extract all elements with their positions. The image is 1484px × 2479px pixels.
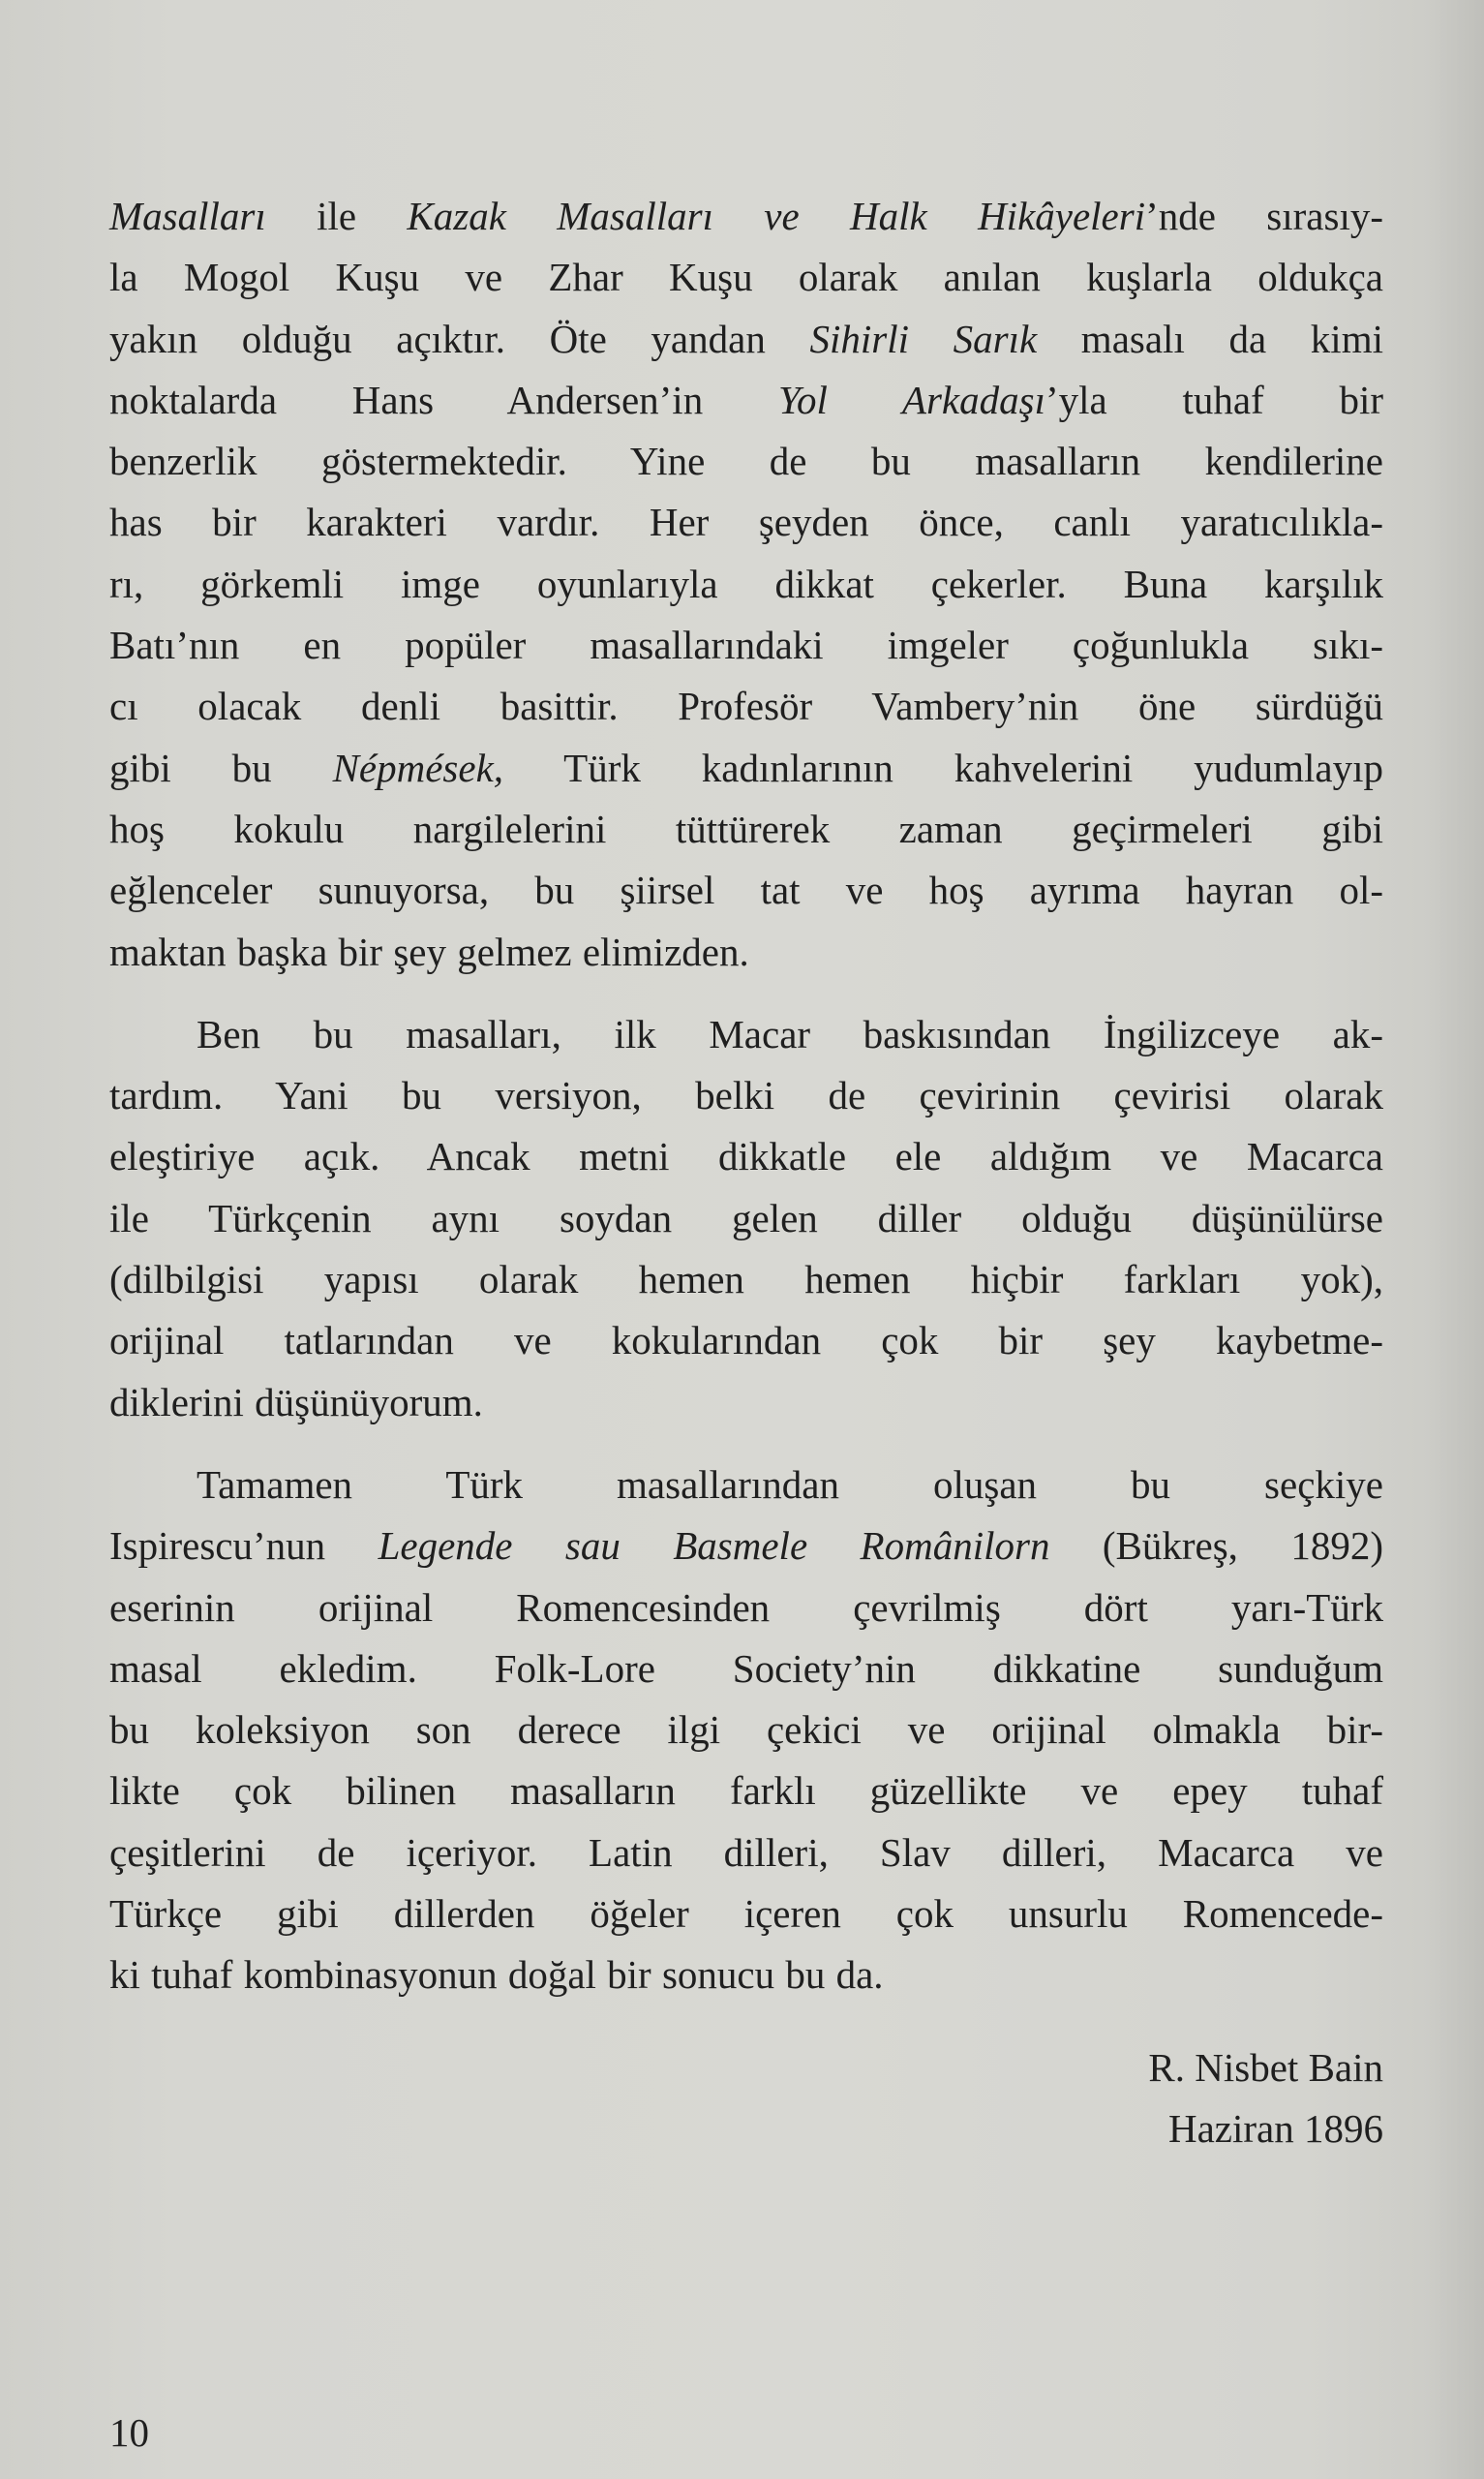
italic-title: Yol Arkadaşı xyxy=(777,377,1045,422)
text-line: Ben bu masalları, ilk Macar baskısından İngilizceye ak- xyxy=(197,1011,1383,1056)
text-line: has bir karakteri vardır. Her şeyden önce, canlı yaratıcılıkla- xyxy=(109,500,1383,545)
text-line: orijinal tatlarından ve kokularından çok bir şey kaybetme- xyxy=(109,1318,1383,1363)
text-line: yakın olduğu açıktır. Öte yandan Sihirli Sarık masalı da kimi xyxy=(109,316,1383,361)
text-line: tardım. Yani bu versiyon, belki de çevirinin çevirisi olarak xyxy=(109,1073,1383,1118)
text-line: la Mogol Kuşu ve Zhar Kuşu olarak anılan kuşlarla oldukça xyxy=(109,255,1383,300)
text-line: gibi bu Népmések, Türk kadınlarının kahvelerini yudumlayıp xyxy=(109,745,1383,790)
page-number: 10 xyxy=(109,2410,149,2455)
text-line: Tamamen Türk masallarından oluşan bu seçkiye xyxy=(197,1461,1383,1507)
paragraph-gap xyxy=(109,983,1383,1004)
italic-title: Sihirli Sarık xyxy=(809,316,1038,361)
italic-title: Népmések, xyxy=(332,745,504,790)
text-line: Türkçe gibi dillerden öğeler içeren çok unsurlu Romencede- xyxy=(109,1891,1383,1937)
page-edge-shadow xyxy=(1426,0,1484,2479)
text-line: maktan başka bir şey gelmez elimizden. xyxy=(109,929,749,974)
text-line: hoş kokulu nargilelerini tüttürerek zaman geçirmeleri gibi xyxy=(109,806,1383,851)
italic-title: Masalları xyxy=(109,194,266,238)
italic-title: Kazak Masalları ve Halk Hikâyeleri xyxy=(407,194,1146,238)
body-text xyxy=(109,186,1383,2006)
text-line: likte çok bilinen masalların farklı güzellikte ve epey tuhaf xyxy=(109,1768,1383,1814)
author-name: R. Nisbet Bain xyxy=(1148,2045,1383,2090)
italic-title: Legende sau Basmele Românilorn xyxy=(378,1523,1050,1569)
text-line: (dilbilgisi yapısı olarak hemen hemen hiçbir farkları yok), xyxy=(109,1257,1383,1302)
text-line: eleştiriye açık. Ancak metni dikkatle ele aldığım ve Macarca xyxy=(109,1134,1383,1179)
signature-date: Haziran 1896 xyxy=(1168,2106,1383,2152)
text-line: eserinin orijinal Romencesinden çevrilmiş dört yarı-Türk xyxy=(109,1584,1383,1630)
text-line: benzerlik göstermektedir. Yine de bu masalların kendilerine xyxy=(109,439,1383,484)
text-line: diklerini düşünüyorum. xyxy=(109,1379,483,1424)
text-line: Masalları ile Kazak Masalları ve Halk Hikâyeleri’nde sırasıy- xyxy=(109,194,1383,238)
text-line: ile Türkçenin aynı soydan gelen diller olduğu düşünülürse xyxy=(109,1195,1383,1240)
text-line: Ispirescu’nun Legende sau Basmele Românilorn (Bükreş, 1892) xyxy=(109,1523,1383,1569)
text-line: bu koleksiyon son derece ilgi çekici ve orijinal olmakla bir- xyxy=(109,1707,1383,1753)
text-line: noktalarda Hans Andersen’in Yol Arkadaşı’yla tuhaf bir xyxy=(109,377,1384,422)
text-line: Batı’nın en popüler masallarındaki imgeler çoğunlukla sıkı- xyxy=(109,623,1383,668)
text-line: cı olacak denli basittir. Profesör Vambery’nin öne sürdüğü xyxy=(109,684,1383,729)
paragraph-gap xyxy=(109,1433,1383,1454)
text-line: çeşitlerini de içeriyor. Latin dilleri, Slav dilleri, Macarca ve xyxy=(109,1829,1383,1875)
signature-block xyxy=(1148,2037,1383,2160)
text-line: rı, görkemli imge oyunlarıyla dikkat çekerler. Buna karşılık xyxy=(109,561,1383,606)
text-line: eğlenceler sunuyorsa, bu şiirsel tat ve hoş ayrıma hayran ol- xyxy=(109,868,1383,913)
text-line: ki tuhaf kombinasyonun doğal bir sonucu bu da. xyxy=(109,1952,884,1998)
text-line: masal ekledim. Folk-Lore Society’nin dikkatine sunduğum xyxy=(109,1645,1383,1691)
